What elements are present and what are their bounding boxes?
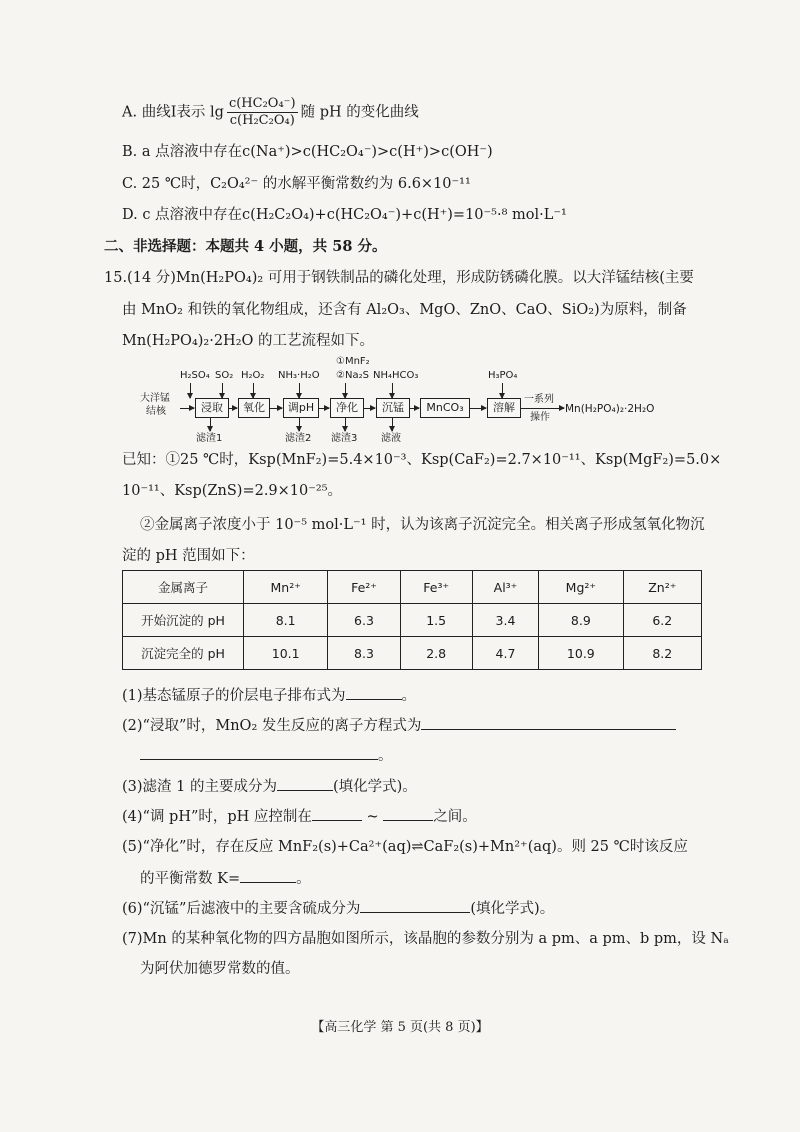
table-row (123, 637, 702, 670)
question-6: (6)“沉锰”后滤液中的主要含硫成分为 (填化学式)。 (122, 898, 554, 919)
answer-blank[interactable] (277, 776, 333, 791)
arrow-right (180, 408, 194, 409)
arrow-right (318, 408, 329, 409)
question-7: (7)Mn 的某种氧化物的四方晶胞如图所示，该晶胞的参数分别为 a pm、a pm、b pm，设 Nₐ (122, 931, 729, 947)
arrow-down (345, 417, 346, 431)
reagent-nh4hco3: NH₄HCO₃ (373, 370, 419, 381)
arrow-down (392, 383, 393, 398)
reagent-na2s: ②Na₂S (336, 370, 369, 381)
arrow-down (210, 417, 211, 431)
table-cell: Fe²⁺ (328, 571, 400, 604)
table-cell: 6.2 (623, 604, 701, 637)
arrow-down (299, 383, 300, 398)
answer-blank[interactable] (360, 898, 470, 913)
question-7-cont: 为阿伏加德罗常数的值。 (140, 961, 300, 977)
precipitation-ph-table (122, 570, 702, 670)
reagent-nh3h2o: NH₃·H₂O (278, 370, 320, 381)
product-label: Mn(H₂PO₄)₂·2H₂O (565, 403, 655, 415)
reagent-h2so4: H₂SO₄ (180, 370, 210, 381)
series-operation-label-2: 操作 (530, 412, 550, 423)
q15-line3: Mn(H₂PO₄)₂·2H₂O 的工艺流程如下。 (122, 333, 375, 349)
arrow-right (228, 408, 237, 409)
step-purify: 净化 (330, 398, 364, 418)
option-b: B. a 点溶液中存在c(Na⁺)>c(HC₂O₄⁻)>c(H⁺)>c(OH⁻) (122, 144, 493, 160)
step-mnco3: MnCO₃ (420, 398, 470, 418)
reagent-h2o2: H₂O₂ (241, 370, 265, 381)
known-line1: 已知：①25 ℃时，Ksp(MnF₂)=5.4×10⁻³、Ksp(CaF₂)=2.7×10⁻¹¹、Ksp(MgF₂)=5.0× (122, 452, 722, 468)
reagent-h3po4: H₃PO₄ (488, 370, 518, 381)
raw-material-label-2: 结核 (146, 406, 166, 417)
arrow-down (253, 383, 254, 398)
page-footer: 【高三化学 第 5 页(共 8 页)】 (311, 1020, 489, 1035)
table-cell: 10.1 (244, 637, 328, 670)
answer-blank[interactable] (346, 685, 402, 700)
residue-3: 滤渣3 (331, 433, 358, 444)
table-cell: Mg²⁺ (539, 571, 623, 604)
known-line2: 10⁻¹¹、Ksp(ZnS)=2.9×10⁻²⁵。 (122, 483, 343, 499)
known-line3: ②金属离子浓度小于 10⁻⁵ mol·L⁻¹ 时，认为该离子沉淀完全。相关离子形成氢氧化物沉 (140, 517, 705, 533)
question-5: (5)“净化”时，存在反应 MnF₂(s)+Ca²⁺(aq)⇌CaF₂(s)+Mn²⁺(aq)。则 25 ℃时该反应 (122, 839, 688, 855)
residue-2: 滤渣2 (285, 433, 312, 444)
table-cell: 10.9 (539, 637, 623, 670)
step-adjust-ph: 调pH (283, 398, 319, 418)
table-cell: 8.9 (539, 604, 623, 637)
option-c: C. 25 ℃时，C₂O₄²⁻ 的水解平衡常数约为 6.6×10⁻¹¹ (122, 176, 471, 192)
answer-blank[interactable] (383, 806, 433, 821)
step-precipitate-mn: 沉锰 (376, 398, 410, 418)
table-cell: 8.3 (328, 637, 400, 670)
table-cell: 8.1 (244, 604, 328, 637)
question-2: (2)“浸取”时，MnO₂ 发生反应的离子方程式为 (122, 715, 676, 736)
reagent-mnf2: ①MnF₂ (336, 356, 370, 367)
arrow-down (190, 383, 191, 398)
filtrate: 滤液 (381, 433, 401, 444)
q15-line1: 15.(14 分)Mn(H₂PO₄)₂ 可用于钢铁制品的磷化处理，形成防锈磷化膜。以大洋锰结核(主要 (104, 270, 694, 286)
arrow-right (469, 408, 486, 409)
arrow-down (345, 383, 346, 398)
residue-1: 滤渣1 (196, 433, 223, 444)
arrow-right (409, 408, 419, 409)
table-cell: Zn²⁺ (623, 571, 701, 604)
answer-blank[interactable] (312, 806, 362, 821)
table-cell: 4.7 (472, 637, 538, 670)
table-row (123, 604, 702, 637)
arrow-down (502, 383, 503, 398)
known-line4: 淀的 pH 范围如下： (122, 548, 255, 564)
arrow-down (299, 417, 300, 431)
arrow-down (392, 417, 393, 431)
table-cell: 8.2 (623, 637, 701, 670)
question-5-cont: 的平衡常数 K= 。 (140, 868, 311, 889)
table-cell: Fe³⁺ (400, 571, 472, 604)
question-4: (4)“调 pH”时，pH 应控制在 ~ 之间。 (122, 806, 477, 827)
arrow-down (222, 383, 223, 398)
table-header-row (123, 571, 702, 604)
reagent-so2: SO₂ (215, 370, 234, 381)
answer-blank[interactable] (421, 715, 676, 730)
table-cell: 金属离子 (123, 571, 244, 604)
answer-blank[interactable] (140, 745, 378, 760)
step-dissolve: 溶解 (487, 398, 521, 418)
answer-blank[interactable] (240, 868, 296, 883)
series-operation-label: 一系列 (524, 394, 554, 405)
fraction: $\frac{\text{c(HC₂O₄⁻)}}{\text{c(H₂C₂O₄)}}$ (228, 96, 296, 128)
section-title: 二、非选择题：本题共 4 小题，共 58 分。 (104, 238, 387, 255)
arrow-right (363, 408, 375, 409)
option-a: A. 曲线Ⅰ表示 lg $\frac{\text{c(HC₂O₄⁻)}}{\text{c(H₂C₂O₄)}}$ 随 pH 的变化曲线 (122, 96, 419, 128)
question-3: (3)滤渣 1 的主要成分为 (填化学式)。 (122, 776, 417, 797)
question-2-cont: 。 (140, 745, 393, 766)
raw-material-label: 大洋锰 (140, 393, 170, 404)
table-cell: Mn²⁺ (244, 571, 328, 604)
step-leach: 浸取 (195, 398, 229, 418)
table-cell: 沉淀完全的 pH (123, 637, 244, 670)
step-oxidize: 氧化 (238, 398, 270, 418)
option-d: D. c 点溶液中存在c(H₂C₂O₄)+c(HC₂O₄⁻)+c(H⁺)=10⁻⁵·⁸ mol·L⁻¹ (122, 207, 567, 223)
arrow-right (269, 408, 282, 409)
table-cell: 2.8 (400, 637, 472, 670)
arrow-right (520, 408, 564, 409)
table-cell: Al³⁺ (472, 571, 538, 604)
question-1: (1)基态锰原子的价层电子排布式为 。 (122, 685, 416, 706)
table-cell: 3.4 (472, 604, 538, 637)
q15-line2: 由 MnO₂ 和铁的氧化物组成，还含有 Al₂O₃、MgO、ZnO、CaO、SiO₂)为原料，制备 (122, 302, 687, 318)
table-cell: 开始沉淀的 pH (123, 604, 244, 637)
table-cell: 1.5 (400, 604, 472, 637)
table-cell: 6.3 (328, 604, 400, 637)
